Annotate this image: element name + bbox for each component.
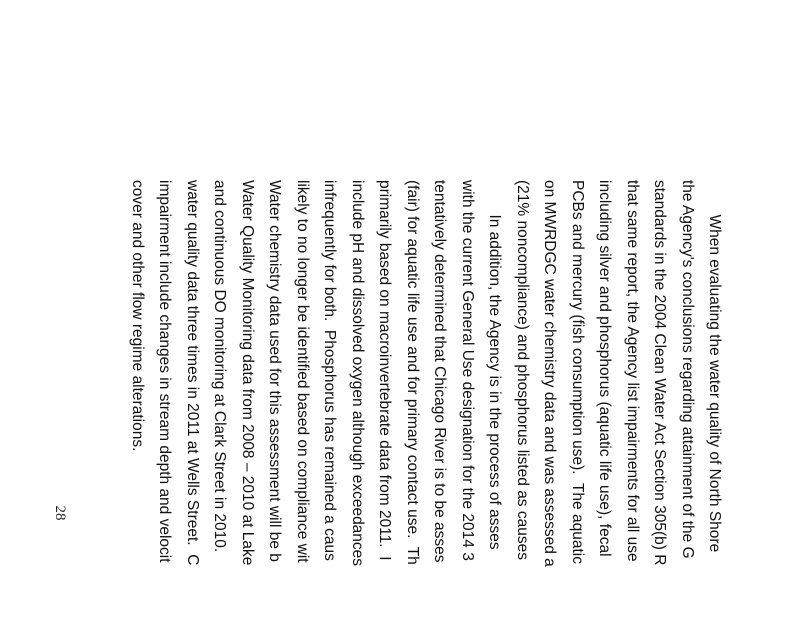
text-line-22: cover and other flow regime alterations. bbox=[129, 180, 146, 452]
text-line-14: include pH and dissolved oxygen although exceedances bbox=[349, 180, 366, 567]
text-line-3: standards in the 2004 Clean Water Act Section 305(b) R bbox=[651, 180, 668, 566]
text-line-15: infrequently for both. Phosphorus has remained a caus bbox=[321, 180, 338, 561]
text-line-4: that same report, the Agency list impairments for all use bbox=[624, 180, 641, 562]
text-line-7: on MWRDGC water chemistry data and was assessed a bbox=[541, 180, 558, 567]
text-line-9: In addition, the Agency is in the process of asses bbox=[486, 180, 503, 550]
text-line-18: Water Quality Monitoring data from 2008 – 2010 at Lake bbox=[239, 180, 256, 566]
text-line-11: tentatively determined that Chicago River is to be asses bbox=[431, 180, 448, 563]
text-line-2: the Agency's conclusions regarding attainment of the G bbox=[679, 180, 696, 559]
text-line-10: with the current General Use designation for the 2014 3 bbox=[459, 180, 476, 561]
text-line-19: and continuous DO monitoring at Clark Street in 2010. bbox=[211, 180, 228, 553]
body-text bbox=[123, 180, 723, 618]
text-line-20: water quality data three times in 2011 at Wells Street. C bbox=[184, 180, 201, 566]
text-line-16: likely to no longer be identified based on compliance wit bbox=[294, 180, 311, 563]
text-line-6: PCBs and mercury (fish consumption use). The aquatic bbox=[569, 180, 586, 564]
text-line-21: impairment include changes in stream depth and velocit bbox=[156, 180, 173, 563]
text-line-5: including silver and phosphorus (aquatic life use), fecal bbox=[596, 180, 613, 557]
text-line-8: (21% noncompliance) and phosphorus listed as causes bbox=[514, 180, 531, 560]
page-number: 28 bbox=[52, 505, 68, 521]
text-line-1: When evaluating the water quality of North Shore bbox=[706, 180, 723, 553]
text-line-17: Water chemistry data used for this assessment will be b bbox=[266, 180, 283, 562]
text-line-13: primarily based on macroinvertebrate data from 2011. I bbox=[376, 180, 393, 561]
text-line-12: (fair) for aquatic life use and for primary contact use. Th bbox=[404, 180, 421, 565]
